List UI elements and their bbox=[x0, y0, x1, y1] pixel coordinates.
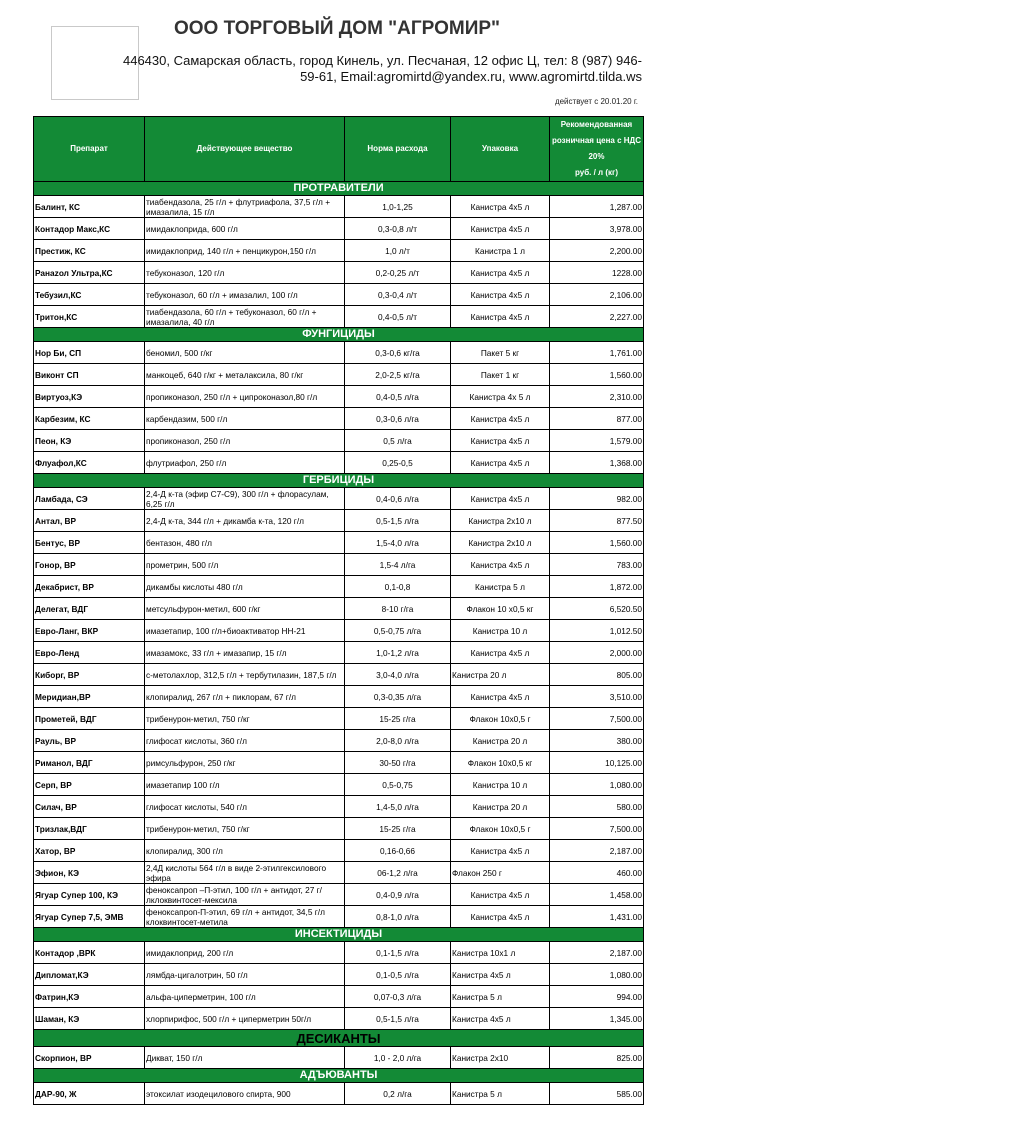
price-cell: 10,125.00 bbox=[550, 752, 644, 774]
product-name-cell: Евро-Ланг, ВКР bbox=[34, 620, 145, 642]
product-name-cell: Ламбада, СЭ bbox=[34, 488, 145, 510]
section-title: АДЪЮВАНТЫ bbox=[34, 1069, 644, 1083]
application-rate-cell: 0,2 л/га bbox=[345, 1083, 451, 1105]
section-title: ПРОТРАВИТЕЛИ bbox=[34, 182, 644, 196]
application-rate-cell: 0,5-1,5 л/га bbox=[345, 510, 451, 532]
packaging-cell: Канистра 4х5 л bbox=[451, 218, 550, 240]
packaging-cell: Канистра 1 л bbox=[451, 240, 550, 262]
application-rate-cell: 3,0-4,0 л/га bbox=[345, 664, 451, 686]
price-cell: 1,560.00 bbox=[550, 364, 644, 386]
section-title: ФУНГИЦИДЫ bbox=[34, 328, 644, 342]
section-header-row bbox=[34, 474, 644, 488]
active-substance-cell: этоксилат изодецилового спирта, 900 bbox=[145, 1083, 345, 1105]
product-name-cell: Евро-Ленд bbox=[34, 642, 145, 664]
application-rate-cell: 0,1-0,8 bbox=[345, 576, 451, 598]
table-row bbox=[34, 642, 644, 664]
application-rate-cell: 1,0 л/т bbox=[345, 240, 451, 262]
price-header-line: Рекомендованная bbox=[560, 120, 633, 129]
product-name-cell: Ягуар Супер 7,5, ЭМВ bbox=[34, 906, 145, 928]
active-substance-cell: пропиконазол, 250 г/л bbox=[145, 430, 345, 452]
active-substance-cell: феноксапроп-П-этил, 69 г/л + антидот, 34,5 г/л клоквинтосет-метила bbox=[145, 906, 345, 928]
product-name-cell: Прометей, ВДГ bbox=[34, 708, 145, 730]
application-rate-cell: 1,4-5,0 л/га bbox=[345, 796, 451, 818]
active-substance-cell: дикамбы кислоты 480 г/л bbox=[145, 576, 345, 598]
application-rate-cell: 0,5-0,75 bbox=[345, 774, 451, 796]
table-row bbox=[34, 942, 644, 964]
table-row bbox=[34, 774, 644, 796]
packaging-cell: Флакон 10 х0,5 кг bbox=[451, 598, 550, 620]
application-rate-cell: 2,0-8,0 л/га bbox=[345, 730, 451, 752]
packaging-cell: Канистра 4х5 л bbox=[451, 686, 550, 708]
price-cell: 2,000.00 bbox=[550, 642, 644, 664]
active-substance-cell: тебуконазол, 60 г/л + имазалил, 100 г/л bbox=[145, 284, 345, 306]
application-rate-cell: 0,5 л/га bbox=[345, 430, 451, 452]
price-cell: 380.00 bbox=[550, 730, 644, 752]
packaging-cell: Канистра 4х5 л bbox=[451, 964, 550, 986]
price-list-table bbox=[33, 116, 644, 1105]
packaging-cell: Канистра 2х10 л bbox=[451, 510, 550, 532]
price-cell: 3,978.00 bbox=[550, 218, 644, 240]
product-name-cell: Тризлак,ВДГ bbox=[34, 818, 145, 840]
application-rate-cell: 0,1-1,5 л/га bbox=[345, 942, 451, 964]
table-row bbox=[34, 488, 644, 510]
table-row bbox=[34, 752, 644, 774]
packaging-cell: Канистра 4х5 л bbox=[451, 306, 550, 328]
packaging-cell: Флакон 250 г bbox=[451, 862, 550, 884]
active-substance-cell: пропиконазол, 250 г/л + ципроконазол,80 г/л bbox=[145, 386, 345, 408]
product-name-cell: Дипломат,КЭ bbox=[34, 964, 145, 986]
table-row bbox=[34, 686, 644, 708]
product-name-cell: Балинт, КС bbox=[34, 196, 145, 218]
active-substance-cell: имидаклоприд, 200 г/л bbox=[145, 942, 345, 964]
application-rate-cell: 0,4-0,5 л/га bbox=[345, 386, 451, 408]
table-row bbox=[34, 342, 644, 364]
active-substance-cell: имазетапир, 100 г/л+биоактиватор НН-21 bbox=[145, 620, 345, 642]
active-substance-cell: с-метолахлор, 312,5 г/л + тербутилазин, 187,5 г/л bbox=[145, 664, 345, 686]
packaging-cell: Канистра 4х5 л bbox=[451, 430, 550, 452]
active-substance-cell: глифосат кислоты, 360 г/л bbox=[145, 730, 345, 752]
product-name-cell: Нор Би, СП bbox=[34, 342, 145, 364]
table-row bbox=[34, 532, 644, 554]
packaging-cell: Флакон 10х0,5 кг bbox=[451, 752, 550, 774]
price-cell: 1,080.00 bbox=[550, 774, 644, 796]
table-row bbox=[34, 964, 644, 986]
packaging-cell: Канистра 4х5 л bbox=[451, 884, 550, 906]
application-rate-cell: 0,5-1,5 л/га bbox=[345, 1008, 451, 1030]
price-cell: 1,431.00 bbox=[550, 906, 644, 928]
table-row bbox=[34, 840, 644, 862]
product-name-cell: Фатрин,КЭ bbox=[34, 986, 145, 1008]
application-rate-cell: 2,0-2,5 кг/га bbox=[345, 364, 451, 386]
packaging-cell: Канистра 20 л bbox=[451, 730, 550, 752]
active-substance-cell: лямбда-цигалотрин, 50 г/л bbox=[145, 964, 345, 986]
active-substance-cell: глифосат кислоты, 540 г/л bbox=[145, 796, 345, 818]
table-row bbox=[34, 818, 644, 840]
price-cell: 1228.00 bbox=[550, 262, 644, 284]
table-row bbox=[34, 554, 644, 576]
price-header-line: руб. / л (кг) bbox=[574, 168, 619, 177]
active-substance-cell: имидаклоприда, 600 г/л bbox=[145, 218, 345, 240]
application-rate-cell: 1,5-4,0 л/га bbox=[345, 532, 451, 554]
packaging-cell: Канистра 4х5 л bbox=[451, 906, 550, 928]
active-substance-cell: 2,4-Д к-та, 344 г/л + дикамба к-та, 120 г/л bbox=[145, 510, 345, 532]
table-row bbox=[34, 598, 644, 620]
active-substance-cell: тебуконазол, 120 г/л bbox=[145, 262, 345, 284]
active-substance-cell: трибенурон-метил, 750 г/кг bbox=[145, 708, 345, 730]
product-name-cell: Антал, ВР bbox=[34, 510, 145, 532]
valid-from-date: действует с 20.01.20 г. bbox=[554, 97, 638, 106]
table-row bbox=[34, 408, 644, 430]
product-name-cell: Карбезим, КС bbox=[34, 408, 145, 430]
application-rate-cell: 0,2-0,25 л/т bbox=[345, 262, 451, 284]
table-row bbox=[34, 796, 644, 818]
price-cell: 1,560.00 bbox=[550, 532, 644, 554]
company-title: ООО ТОРГОВЫЙ ДОМ "АГРОМИР" bbox=[174, 18, 501, 39]
product-name-cell: ДАР-90, Ж bbox=[34, 1083, 145, 1105]
application-rate-cell: 0,3-0,8 л/т bbox=[345, 218, 451, 240]
column-header-rate: Норма расхода bbox=[345, 117, 451, 182]
packaging-cell: Канистра 4х5 л bbox=[451, 1008, 550, 1030]
table-row bbox=[34, 1047, 644, 1069]
table-row bbox=[34, 884, 644, 906]
table-row bbox=[34, 306, 644, 328]
price-cell: 2,310.00 bbox=[550, 386, 644, 408]
price-header-line: 20% bbox=[588, 152, 605, 161]
price-cell: 1,872.00 bbox=[550, 576, 644, 598]
section-header-row bbox=[34, 928, 644, 942]
active-substance-cell: имидаклоприд, 140 г/л + пенцикурон,150 г/л bbox=[145, 240, 345, 262]
product-name-cell: Риманол, ВДГ bbox=[34, 752, 145, 774]
price-cell: 2,106.00 bbox=[550, 284, 644, 306]
price-cell: 825.00 bbox=[550, 1047, 644, 1069]
price-cell: 2,187.00 bbox=[550, 942, 644, 964]
application-rate-cell: 1,0-1,2 л/га bbox=[345, 642, 451, 664]
application-rate-cell: 0,8-1,0 л/га bbox=[345, 906, 451, 928]
product-name-cell: Шаман, КЭ bbox=[34, 1008, 145, 1030]
table-row bbox=[34, 430, 644, 452]
price-cell: 877.00 bbox=[550, 408, 644, 430]
product-name-cell: Эфион, КЭ bbox=[34, 862, 145, 884]
column-header-pack: Упаковка bbox=[451, 117, 550, 182]
packaging-cell: Канистра 20 л bbox=[451, 796, 550, 818]
price-cell: 982.00 bbox=[550, 488, 644, 510]
table-row bbox=[34, 620, 644, 642]
active-substance-cell: 2,4-Д к-та (эфир С7-С9), 300 г/л + флорасулам, 6,25 г/л bbox=[145, 488, 345, 510]
packaging-cell: Канистра 4х5 л bbox=[451, 488, 550, 510]
packaging-cell: Пакет 1 кг bbox=[451, 364, 550, 386]
product-name-cell: Хатор, ВР bbox=[34, 840, 145, 862]
application-rate-cell: 0,1-0,5 л/га bbox=[345, 964, 451, 986]
packaging-cell: Канистра 2х10 л bbox=[451, 532, 550, 554]
product-name-cell: Меридиан,ВР bbox=[34, 686, 145, 708]
table-row bbox=[34, 730, 644, 752]
table-row bbox=[34, 862, 644, 884]
column-header-name: Препарат bbox=[34, 117, 145, 182]
price-cell: 2,200.00 bbox=[550, 240, 644, 262]
table-row bbox=[34, 664, 644, 686]
application-rate-cell: 0,4-0,5 л/т bbox=[345, 306, 451, 328]
application-rate-cell: 15-25 г/га bbox=[345, 818, 451, 840]
price-cell: 2,187.00 bbox=[550, 840, 644, 862]
product-name-cell: Контадор ,ВРК bbox=[34, 942, 145, 964]
application-rate-cell: 0,3-0,35 л/га bbox=[345, 686, 451, 708]
active-substance-cell: прометрин, 500 г/л bbox=[145, 554, 345, 576]
price-cell: 1,345.00 bbox=[550, 1008, 644, 1030]
active-substance-cell: Дикват, 150 г/л bbox=[145, 1047, 345, 1069]
table-row bbox=[34, 452, 644, 474]
packaging-cell: Канистра 20 л bbox=[451, 664, 550, 686]
packaging-cell: Пакет 5 кг bbox=[451, 342, 550, 364]
application-rate-cell: 1,0-1,25 bbox=[345, 196, 451, 218]
packaging-cell: Канистра 4х5 л bbox=[451, 408, 550, 430]
application-rate-cell: 0,5-0,75 л/га bbox=[345, 620, 451, 642]
price-cell: 994.00 bbox=[550, 986, 644, 1008]
section-title: ДЕСИКАНТЫ bbox=[34, 1030, 644, 1047]
active-substance-cell: манкоцеб, 640 г/кг + металаксила, 80 г/кг bbox=[145, 364, 345, 386]
active-substance-cell: имазамокс, 33 г/л + имазапир, 15 г/л bbox=[145, 642, 345, 664]
table-row bbox=[34, 906, 644, 928]
table-row bbox=[34, 986, 644, 1008]
section-title: ГЕРБИЦИДЫ bbox=[34, 474, 644, 488]
application-rate-cell: 0,3-0,4 л/т bbox=[345, 284, 451, 306]
table-row bbox=[34, 284, 644, 306]
active-substance-cell: хлорпирифос, 500 г/л + циперметрин 50г/л bbox=[145, 1008, 345, 1030]
active-substance-cell: метсульфурон-метил, 600 г/кг bbox=[145, 598, 345, 620]
product-name-cell: Тебузил,КС bbox=[34, 284, 145, 306]
packaging-cell: Канистра 10х1 л bbox=[451, 942, 550, 964]
application-rate-cell: 0,4-0,9 л/га bbox=[345, 884, 451, 906]
active-substance-cell: имазетапир 100 г/л bbox=[145, 774, 345, 796]
price-cell: 6,520.50 bbox=[550, 598, 644, 620]
price-cell: 2,227.00 bbox=[550, 306, 644, 328]
price-cell: 805.00 bbox=[550, 664, 644, 686]
application-rate-cell: 0,25-0,5 bbox=[345, 452, 451, 474]
active-substance-cell: тиабендазола, 60 г/л + тебуконазол, 60 г/л + имазалила, 40 г/л bbox=[145, 306, 345, 328]
table-header-row bbox=[34, 117, 644, 182]
section-header-row bbox=[34, 182, 644, 196]
product-name-cell: Контадор Макс,КС bbox=[34, 218, 145, 240]
active-substance-cell: трибенурон-метил, 750 г/кг bbox=[145, 818, 345, 840]
company-address: 446430, Самарская область, город Кинель, ул. Песчаная, 12 офис Ц, тел: 8 (987) 946-59-61, Email:agromirtd@yandex.ru, www.agromirtd.tilda.ws bbox=[122, 53, 642, 84]
table-row bbox=[34, 386, 644, 408]
application-rate-cell: 06-1,2 л/га bbox=[345, 862, 451, 884]
product-name-cell: Виртуоз,КЭ bbox=[34, 386, 145, 408]
packaging-cell: Канистра 4х5 л bbox=[451, 840, 550, 862]
application-rate-cell: 1,0 - 2,0 л/га bbox=[345, 1047, 451, 1069]
section-header-row bbox=[34, 1030, 644, 1047]
active-substance-cell: тиабендазола, 25 г/л + флутриафола, 37,5 г/л + имазалила, 15 г/л bbox=[145, 196, 345, 218]
product-name-cell: Престиж, КС bbox=[34, 240, 145, 262]
product-name-cell: Пеон, КЭ bbox=[34, 430, 145, 452]
active-substance-cell: феноксапроп –П-этил, 100 г/л + антидот, 27 г/лклоквинтосет-мексила bbox=[145, 884, 345, 906]
table-row bbox=[34, 262, 644, 284]
table-row bbox=[34, 364, 644, 386]
application-rate-cell: 30-50 г/га bbox=[345, 752, 451, 774]
price-cell: 1,080.00 bbox=[550, 964, 644, 986]
price-cell: 580.00 bbox=[550, 796, 644, 818]
table-row bbox=[34, 1008, 644, 1030]
column-header-price bbox=[550, 117, 644, 182]
price-cell: 877.50 bbox=[550, 510, 644, 532]
table-row bbox=[34, 510, 644, 532]
product-name-cell: Скорпион, ВР bbox=[34, 1047, 145, 1069]
product-name-cell: Гонор, ВР bbox=[34, 554, 145, 576]
packaging-cell: Канистра 4х5 л bbox=[451, 452, 550, 474]
product-name-cell: Виконт СП bbox=[34, 364, 145, 386]
product-name-cell: Тритон,КС bbox=[34, 306, 145, 328]
packaging-cell: Канистра 4х5 л bbox=[451, 554, 550, 576]
price-cell: 7,500.00 bbox=[550, 708, 644, 730]
section-title: ИНСЕКТИЦИДЫ bbox=[34, 928, 644, 942]
price-cell: 1,458.00 bbox=[550, 884, 644, 906]
application-rate-cell: 0,07-0,3 л/га bbox=[345, 986, 451, 1008]
active-substance-cell: клопиралид, 300 г/л bbox=[145, 840, 345, 862]
active-substance-cell: римсульфурон, 250 г/кг bbox=[145, 752, 345, 774]
application-rate-cell: 0,3-0,6 кг/га bbox=[345, 342, 451, 364]
application-rate-cell: 15-25 г/га bbox=[345, 708, 451, 730]
packaging-cell: Канистра 5 л bbox=[451, 1083, 550, 1105]
table-row bbox=[34, 240, 644, 262]
packaging-cell: Канистра 4х5 л bbox=[451, 196, 550, 218]
active-substance-cell: альфа-циперметрин, 100 г/л bbox=[145, 986, 345, 1008]
packaging-cell: Канистра 2х10 bbox=[451, 1047, 550, 1069]
packaging-cell: Канистра 4х5 л bbox=[451, 284, 550, 306]
price-cell: 3,510.00 bbox=[550, 686, 644, 708]
table-row bbox=[34, 576, 644, 598]
active-substance-cell: карбендазим, 500 г/л bbox=[145, 408, 345, 430]
active-substance-cell: клопиралид, 267 г/л + пиклорам, 67 г/л bbox=[145, 686, 345, 708]
active-substance-cell: флутриафол, 250 г/л bbox=[145, 452, 345, 474]
price-cell: 585.00 bbox=[550, 1083, 644, 1105]
section-header-row bbox=[34, 1069, 644, 1083]
packaging-cell: Канистра 4х 5 л bbox=[451, 386, 550, 408]
packaging-cell: Канистра 5 л bbox=[451, 986, 550, 1008]
product-name-cell: Киборг, ВР bbox=[34, 664, 145, 686]
application-rate-cell: 8-10 г/га bbox=[345, 598, 451, 620]
packaging-cell: Канистра 4х5 л bbox=[451, 262, 550, 284]
column-header-substance: Действующее вещество bbox=[145, 117, 345, 182]
packaging-cell: Канистра 4х5 л bbox=[451, 642, 550, 664]
packaging-cell: Канистра 10 л bbox=[451, 774, 550, 796]
product-name-cell: Декабрист, ВР bbox=[34, 576, 145, 598]
active-substance-cell: бентазон, 480 г/л bbox=[145, 532, 345, 554]
section-header-row bbox=[34, 328, 644, 342]
price-cell: 1,761.00 bbox=[550, 342, 644, 364]
active-substance-cell: беномил, 500 г/кг bbox=[145, 342, 345, 364]
product-name-cell: Рауль, ВР bbox=[34, 730, 145, 752]
application-rate-cell: 0,16-0,66 bbox=[345, 840, 451, 862]
product-name-cell: Флуафол,КС bbox=[34, 452, 145, 474]
product-name-cell: Бентус, ВР bbox=[34, 532, 145, 554]
packaging-cell: Канистра 10 л bbox=[451, 620, 550, 642]
price-cell: 1,012.50 bbox=[550, 620, 644, 642]
table-row bbox=[34, 1083, 644, 1105]
product-name-cell: Ранazол Ультра,КС bbox=[34, 262, 145, 284]
application-rate-cell: 0,4-0,6 л/га bbox=[345, 488, 451, 510]
table-row bbox=[34, 708, 644, 730]
price-cell: 1,368.00 bbox=[550, 452, 644, 474]
price-cell: 7,500.00 bbox=[550, 818, 644, 840]
price-cell: 1,579.00 bbox=[550, 430, 644, 452]
price-cell: 460.00 bbox=[550, 862, 644, 884]
price-table-body bbox=[34, 182, 644, 1105]
product-name-cell: Ягуар Супер 100, КЭ bbox=[34, 884, 145, 906]
packaging-cell: Флакон 10х0,5 г bbox=[451, 818, 550, 840]
product-name-cell: Силач, ВР bbox=[34, 796, 145, 818]
application-rate-cell: 1,5-4 л/га bbox=[345, 554, 451, 576]
packaging-cell: Флакон 10х0,5 г bbox=[451, 708, 550, 730]
table-row bbox=[34, 218, 644, 240]
application-rate-cell: 0,3-0,6 л/га bbox=[345, 408, 451, 430]
price-cell: 1,287.00 bbox=[550, 196, 644, 218]
price-cell: 783.00 bbox=[550, 554, 644, 576]
packaging-cell: Канистра 5 л bbox=[451, 576, 550, 598]
price-header-line: розничная цена с НДС bbox=[551, 136, 641, 145]
product-name-cell: Делегат, ВДГ bbox=[34, 598, 145, 620]
active-substance-cell: 2,4Д кислоты 564 г/л в виде 2-этилгексилового эфира bbox=[145, 862, 345, 884]
table-row bbox=[34, 196, 644, 218]
product-name-cell: Серп, ВР bbox=[34, 774, 145, 796]
